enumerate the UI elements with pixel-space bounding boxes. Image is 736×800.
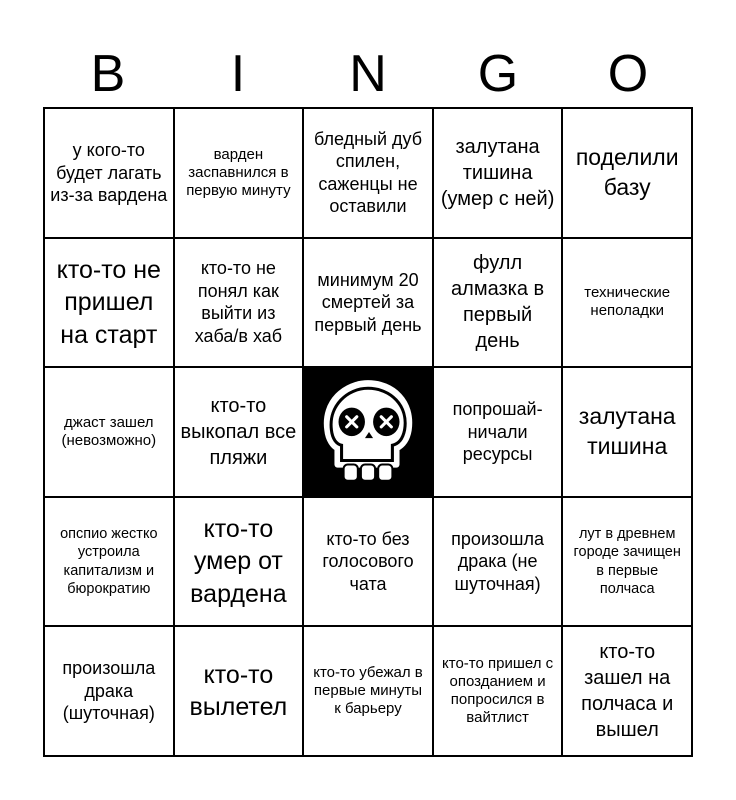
- bingo-cell[interactable]: [303, 497, 433, 627]
- bingo-cell[interactable]: [562, 238, 692, 368]
- bingo-cell[interactable]: [433, 238, 563, 368]
- bingo-cell[interactable]: [562, 497, 692, 627]
- bingo-cell[interactable]: [44, 367, 174, 497]
- bingo-cell[interactable]: [562, 626, 692, 756]
- bingo-cell[interactable]: [174, 367, 304, 497]
- cell-text: кто-то не пришел на старт: [56, 255, 161, 349]
- cell-text: кто-то не понял как выйти из хаба/в хаб: [194, 258, 283, 346]
- bingo-cell[interactable]: [562, 367, 692, 497]
- header-letter-g: G: [477, 45, 519, 103]
- cell-text: кто-то зашел на полчаса и вышел: [581, 641, 674, 742]
- cell-text: бледный дуб спилен, саженцы не оставили: [313, 128, 423, 217]
- bingo-cell[interactable]: [44, 238, 174, 368]
- bingo-cell[interactable]: [44, 108, 174, 238]
- cell-text: кто-то умер от вардена: [190, 514, 287, 608]
- cell-text: кто-то убежал в первые минуты к барьеру: [313, 664, 423, 718]
- bingo-cell[interactable]: [303, 238, 433, 368]
- bingo-grid: [43, 107, 693, 757]
- cell-text: джаст зашел (невозможно): [61, 413, 157, 449]
- bingo-cell[interactable]: [303, 626, 433, 756]
- bingo-cell[interactable]: [433, 497, 563, 627]
- bingo-cell[interactable]: [174, 626, 304, 756]
- cell-text: залутана тишина (умер с ней): [440, 135, 555, 210]
- cell-text: произошла драка (не шуточная): [451, 528, 545, 594]
- bingo-header: [43, 40, 693, 108]
- bingo-cell[interactable]: [174, 238, 304, 368]
- skull-icon: [307, 371, 429, 493]
- cell-text: лут в древнем городе зачищен в первые полчаса: [573, 526, 681, 597]
- cell-text: кто-то выкопал все пляжи: [180, 394, 297, 469]
- header-letter-o: O: [607, 45, 649, 103]
- bingo-cell[interactable]: [174, 497, 304, 627]
- cell-text: технические неполадки: [584, 284, 671, 320]
- cell-text: попрошай-ничали ресурсы: [452, 399, 543, 465]
- bingo-cell[interactable]: [174, 108, 304, 238]
- cell-text: произошла драка (шуточная): [62, 658, 156, 724]
- bingo-cell[interactable]: [44, 626, 174, 756]
- bingo-cell[interactable]: [303, 108, 433, 238]
- bingo-cell[interactable]: [562, 108, 692, 238]
- cell-text: фулл алмазка в первый день: [451, 252, 545, 353]
- cell-text: залутана тишина: [578, 403, 676, 459]
- header-letter-n: N: [349, 45, 387, 103]
- cell-text: у кого-то будет лагать из-за вардена: [50, 140, 168, 206]
- header-letter-b: B: [90, 45, 126, 103]
- cell-text: кто-то вылетел: [189, 660, 288, 722]
- header-letter-i: I: [230, 45, 246, 103]
- cell-text: кто-то без голосового чата: [322, 528, 414, 594]
- cell-text: поделили базу: [575, 143, 679, 200]
- bingo-cell[interactable]: [433, 367, 563, 497]
- cell-text: кто-то пришел с опозданием и попросился в вайтлист: [442, 655, 554, 727]
- free-space[interactable]: [303, 367, 433, 497]
- cell-text: опспио жестко устроила капитализм и бюрократию: [60, 526, 158, 597]
- cell-text: минимум 20 смертей за первый день: [314, 269, 422, 335]
- bingo-cell[interactable]: [44, 497, 174, 627]
- bingo-cell[interactable]: [433, 626, 563, 756]
- bingo-cell[interactable]: [433, 108, 563, 238]
- cell-text: варден заспавнился в первую минуту: [186, 145, 291, 199]
